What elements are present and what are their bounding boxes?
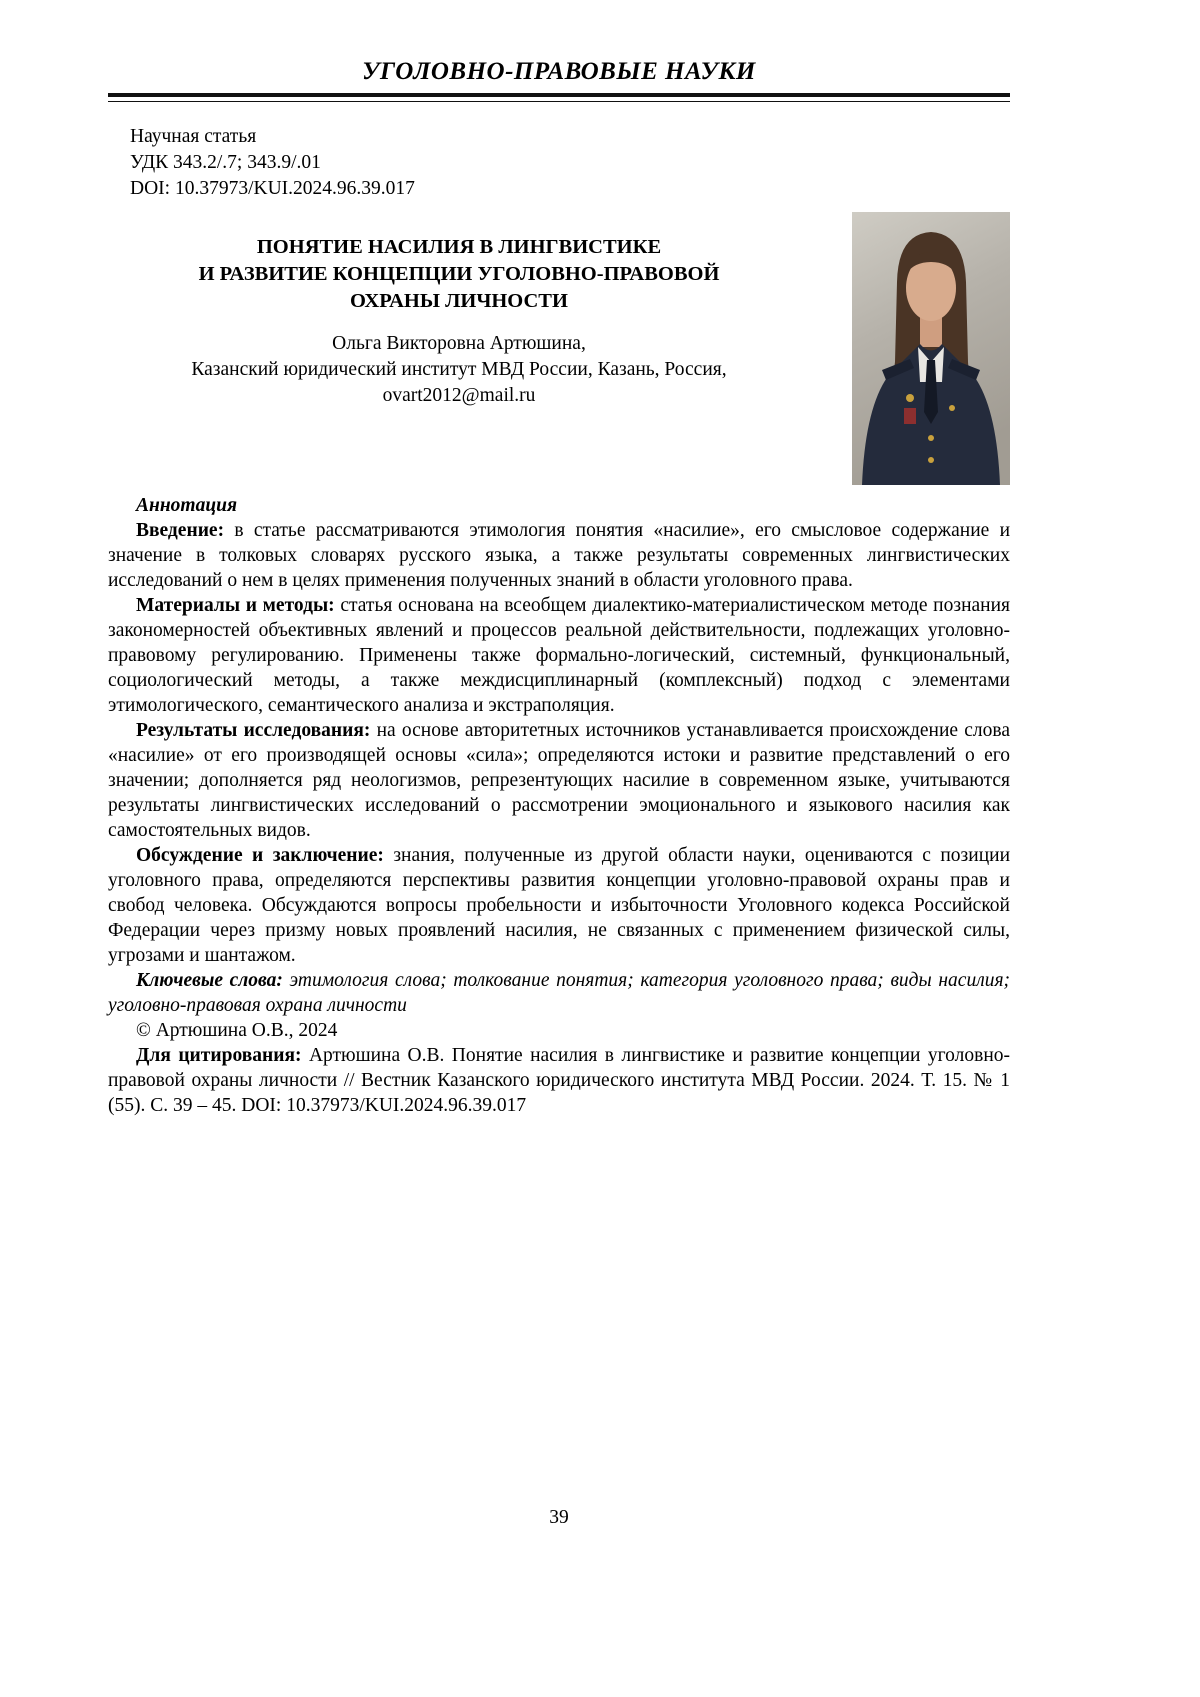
paragraph-text: в статье рассматриваются этимология понятия «насилие», его смысловое содержание и значение в толковых словарях русского языка, а также результаты современных лингвистических исследований о нем в целях применения полученных знаний в области уголовного права. [108,520,1011,591]
paragraph-text: на основе авторитетных источников устанавливается происхождение слова «насилие» от его производящей основы «сила»; определяются истоки и развитие представлений о его значении; дополняется ряд неологизмов, репрезентующих насилие в современном языке, учитываются результаты лингвистических исследований о рассмотрении эмоционального и языкового насилия как самостоятельных видов. [108,720,1011,841]
citation-paragraph [108,1043,1010,1118]
abstract-paragraph-results [108,718,1010,843]
header-rule-thick [108,93,1010,97]
paragraph-label: Материалы и методы: [136,595,335,616]
page-number: 39 [549,1507,569,1528]
author-affiliation: Казанский юридический институт МВД России, Казань, Россия, [191,359,727,380]
paragraph-label: Обсуждение и заключение: [136,845,384,866]
abstract-paragraph-materials [108,593,1010,718]
doi-line: DOI: 10.37973/KUI.2024.96.39.017 [130,178,415,199]
author-block [108,331,810,409]
abstract-heading: Аннотация [136,495,238,516]
keywords-label: Ключевые слова: [136,970,283,991]
title-author-column [108,212,852,485]
paragraph-label: Введение: [136,520,225,541]
article-type: Научная статья [130,126,257,147]
header-rule-thin [108,101,1010,102]
keywords-line [108,968,1010,1018]
author-photo [852,212,1010,485]
author-email: ovart2012@mail.ru [382,385,536,406]
abstract-paragraph-discussion [108,843,1010,968]
article-title: ПОНЯТИЕ НАСИЛИЯ В ЛИНГВИСТИКЕ И РАЗВИТИЕ КОНЦЕПЦИИ УГОЛОВНО-ПРАВОВОЙ ОХРАНЫ ЛИЧНОСТИ [198,236,720,312]
author-portrait-image [852,212,1010,485]
author-name: Ольга Викторовна Артюшина, [332,333,586,354]
paragraph-text: знания, полученные из другой области науки, оцениваются с позиции уголовного права, определяются перспективы развития концепции уголовно-правовой охраны прав и свобод человека. Обсуждаются вопросы пробельности и избыточности Уголовного кодекса Российской Федерации через призму новых проявлений насилия, не связанных с применением физической силы, угрозами и шантажом. [108,845,1011,966]
keywords-text: этимология слова; толкование понятия; категория уголовного права; виды насилия; уголовно-правовая охрана личности [108,970,1011,1016]
citation-text: Артюшина О.В. Понятие насилия в лингвистике и развитие концепции уголовно-правовой охраны личности // Вестник Казанского юридического института МВД России. 2024. Т. 15. № 1 (55). С. 39 – 45. DOI: 10.37973/KUI.2024.96.39.017 [108,1045,1010,1116]
abstract-paragraph-introduction [108,518,1010,593]
paragraph-text: статья основана на всеобщем диалектико-материалистическом методе познания закономерностей объективных явлений и процессов реальной действительности, подлежащих уголовно-правовому регулированию. Применены также формально-логический, системный, функциональный, социологический методы, а также междисциплинарный (комплексный) подход с элементами этимологического, семантического анализа и экстраполяция. [108,595,1010,716]
journal-section-header: УГОЛОВНО-ПРАВОВЫЕ НАУКИ [362,58,756,85]
udk-code: УДК 343.2/.7; 343.9/.01 [130,152,321,173]
citation-label: Для цитирования: [136,1045,302,1066]
copyright-line: © Артюшина О.В., 2024 [136,1020,338,1041]
article-meta [108,124,1010,202]
paragraph-label: Результаты исследования: [136,720,371,741]
title-photo-row [108,212,1010,485]
